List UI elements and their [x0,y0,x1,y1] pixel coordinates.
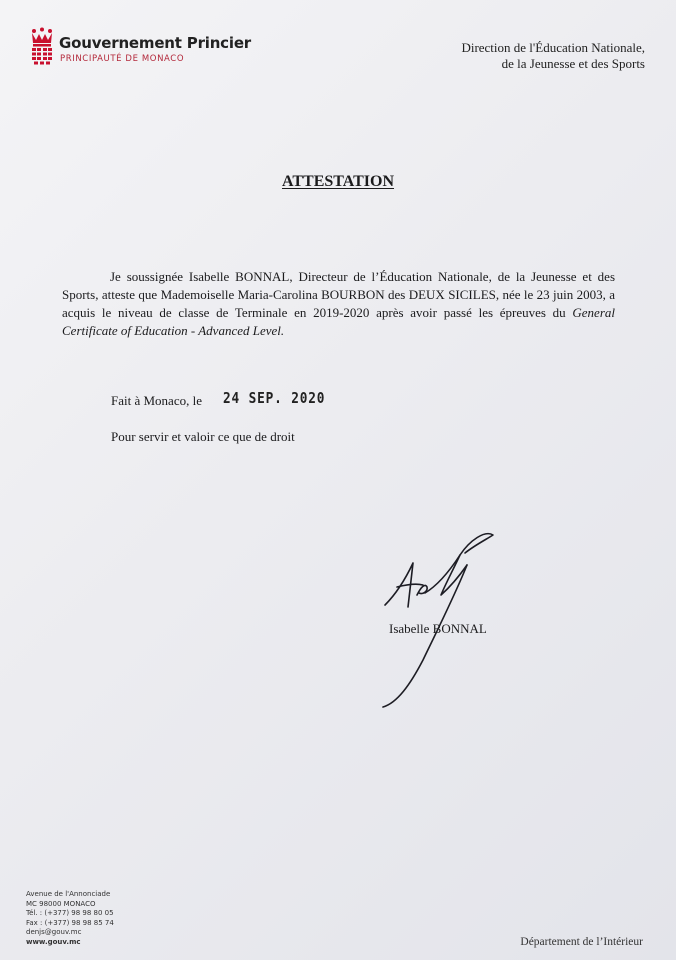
place-date-label: Fait à Monaco, le [111,393,202,408]
attestation-paragraph [62,268,615,340]
address-line: denjs@gouv.mc [26,928,82,936]
footer-department: Département de l’Intérieur [520,936,643,948]
department-line-2: de la Jeunesse et des Sports [501,56,645,71]
address-line: Fax : (+377) 98 98 85 74 [26,918,114,927]
paragraph-italic-text: General Certificate of Education - Advanced Level. [62,305,615,338]
stamped-date: 24 SEP. 2020 [223,389,326,407]
signatory-name: Isabelle BONNAL [389,621,487,636]
paragraph-main-text: Je soussignée Isabelle BONNAL, Directeur de l’Éducation Nationale, de la Jeunesse et des Sports, atteste que Mademoiselle Maria-Carolina BOURBON des DEUX SICILES, née le 23 juin 2003, a acquis le niveau de classe de Terminale en 2019-2020 après avoir passé les épreuves du [62,269,615,320]
document-title: ATTESTATION [281,173,395,190]
crown-shield-icon [30,27,54,67]
issuing-department [461,40,645,72]
address-line: Tél. : (+377) 98 98 80 05 [26,909,114,917]
attestation-body [62,268,615,340]
logo-subtitle: PRINCIPAUTÉ DE MONACO [60,54,185,64]
department-line-1: Direction de l'Éducation Nationale, [461,40,645,55]
footer-address [26,890,114,947]
handwritten-signature [375,525,505,715]
address-line: Avenue de l'Annonciade [26,890,111,898]
address-line: MC 98000 MONACO [26,899,96,908]
logo-title: Gouvernement Princier [59,34,251,52]
footer-website: www.gouv.mc [26,937,81,946]
closing-formula: Pour servir et valoir ce que de droit [111,429,295,444]
